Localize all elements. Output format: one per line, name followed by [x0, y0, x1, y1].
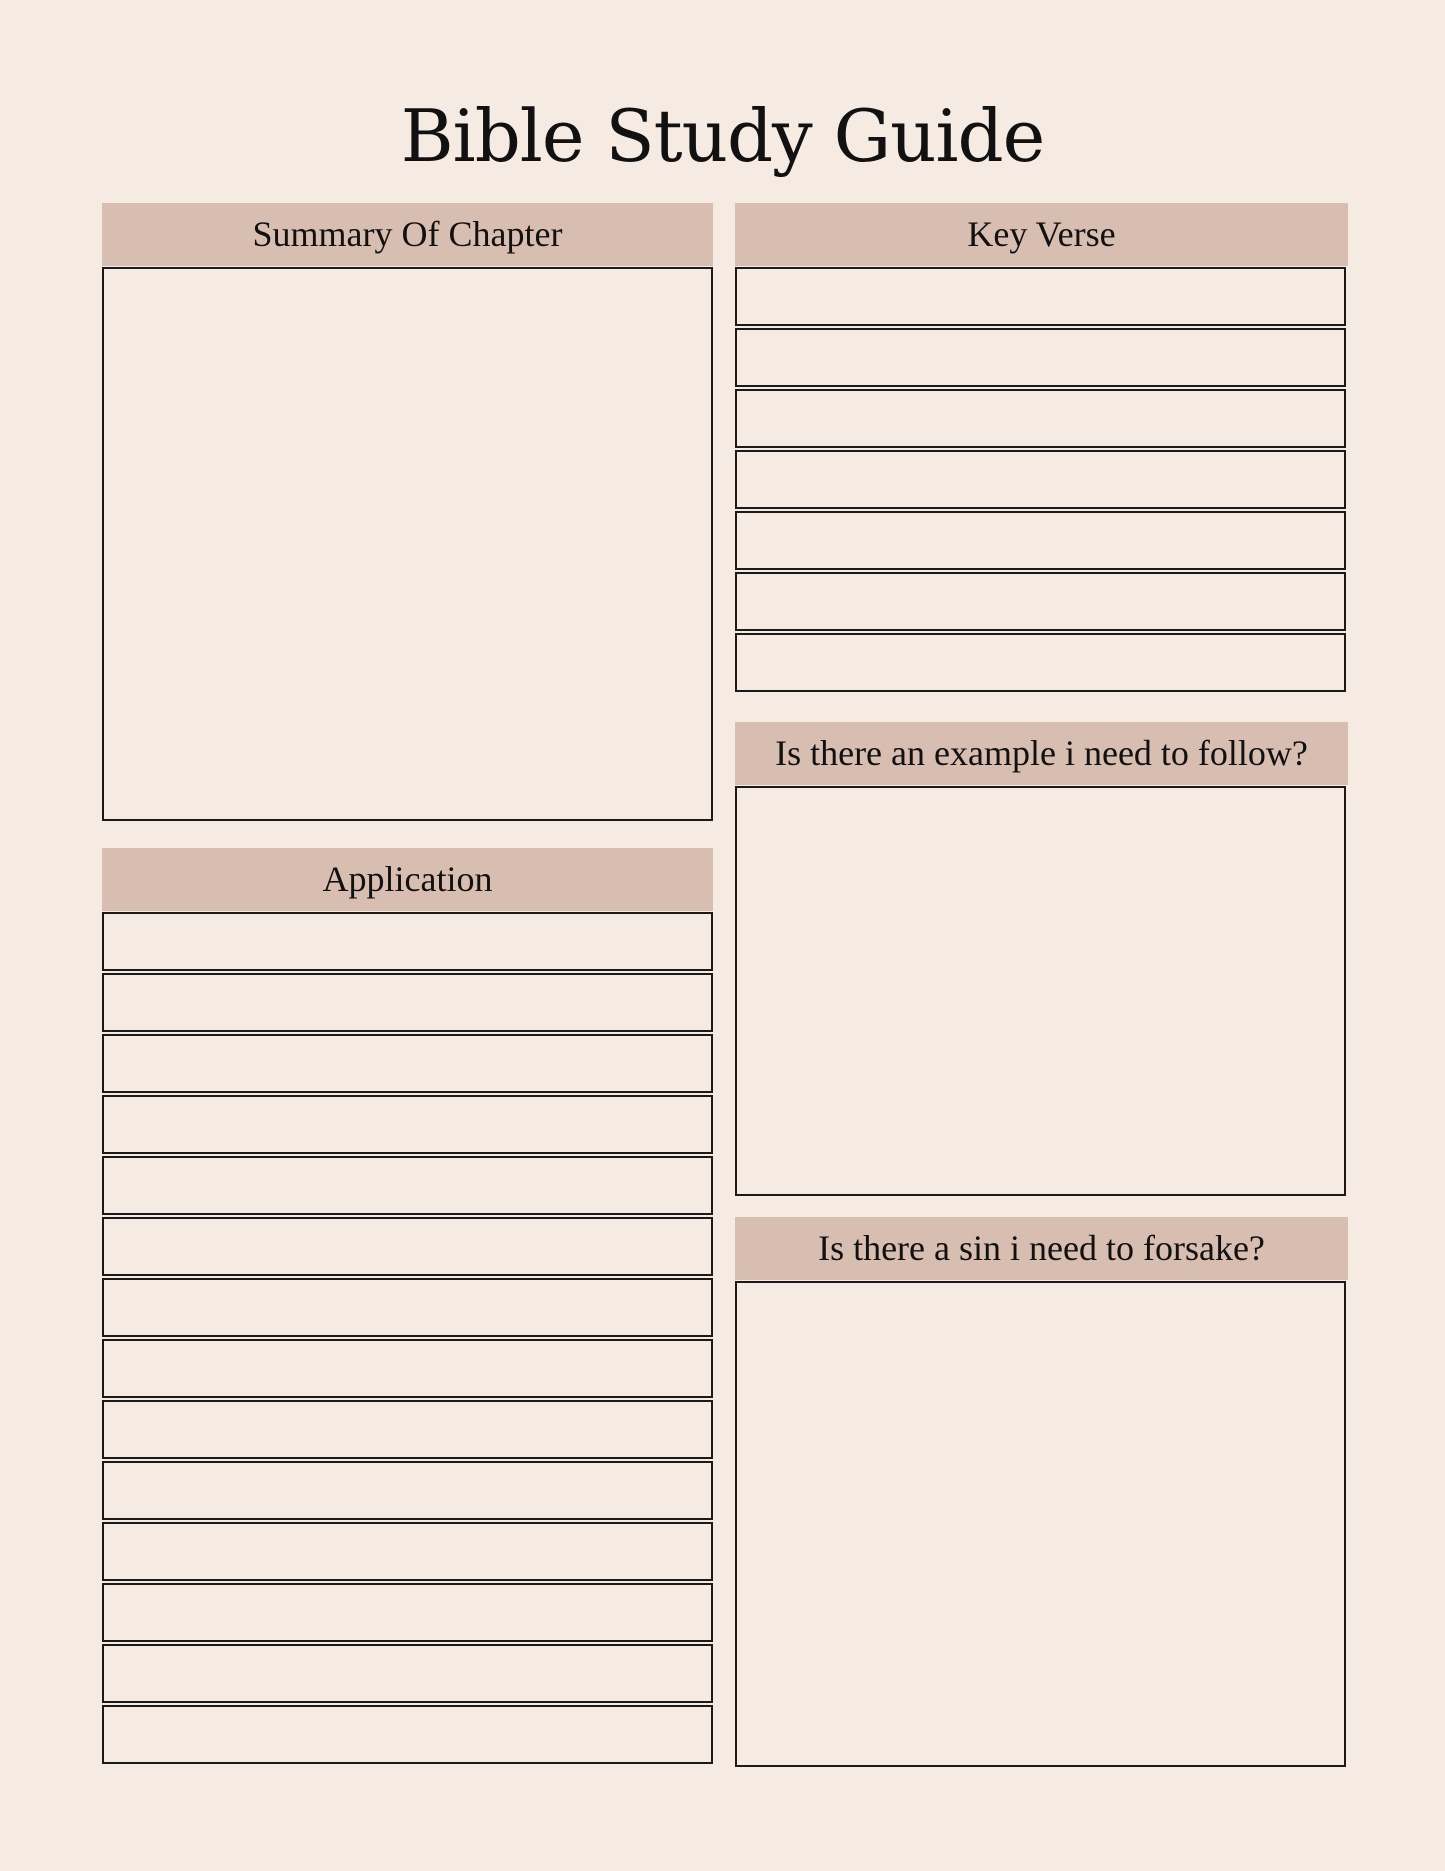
application-line[interactable]: [102, 1522, 713, 1581]
page-title: Bible Study Guide: [400, 94, 1045, 178]
key-verse-header: Key Verse: [735, 203, 1348, 266]
sin-section: [735, 1217, 1348, 1280]
summary-header: Summary Of Chapter: [102, 203, 713, 266]
summary-writing-box[interactable]: [102, 267, 713, 821]
application-line[interactable]: [102, 1644, 713, 1703]
application-line[interactable]: [102, 1583, 713, 1642]
example-section: [735, 722, 1348, 785]
summary-section: [102, 203, 713, 266]
application-lines: [102, 912, 713, 1766]
sin-header: Is there a sin i need to forsake?: [735, 1217, 1348, 1280]
application-line[interactable]: [102, 1705, 713, 1764]
application-section: [102, 848, 713, 911]
application-line[interactable]: [102, 973, 713, 1032]
application-line[interactable]: [102, 1217, 713, 1276]
application-line[interactable]: [102, 1461, 713, 1520]
application-line[interactable]: [102, 1095, 713, 1154]
key-verse-line[interactable]: [735, 328, 1346, 387]
key-verse-section: [735, 203, 1348, 266]
example-header: Is there an example i need to follow?: [735, 722, 1348, 785]
key-verse-line[interactable]: [735, 511, 1346, 570]
application-line[interactable]: [102, 1278, 713, 1337]
example-writing-box[interactable]: [735, 786, 1346, 1196]
application-line[interactable]: [102, 1400, 713, 1459]
application-line[interactable]: [102, 912, 713, 971]
application-line[interactable]: [102, 1156, 713, 1215]
application-line[interactable]: [102, 1339, 713, 1398]
key-verse-line[interactable]: [735, 389, 1346, 448]
key-verse-lines: [735, 267, 1346, 694]
sin-writing-box[interactable]: [735, 1281, 1346, 1767]
application-header: Application: [102, 848, 713, 911]
application-line[interactable]: [102, 1034, 713, 1093]
key-verse-line[interactable]: [735, 267, 1346, 326]
key-verse-line[interactable]: [735, 633, 1346, 692]
key-verse-line[interactable]: [735, 572, 1346, 631]
key-verse-line[interactable]: [735, 450, 1346, 509]
